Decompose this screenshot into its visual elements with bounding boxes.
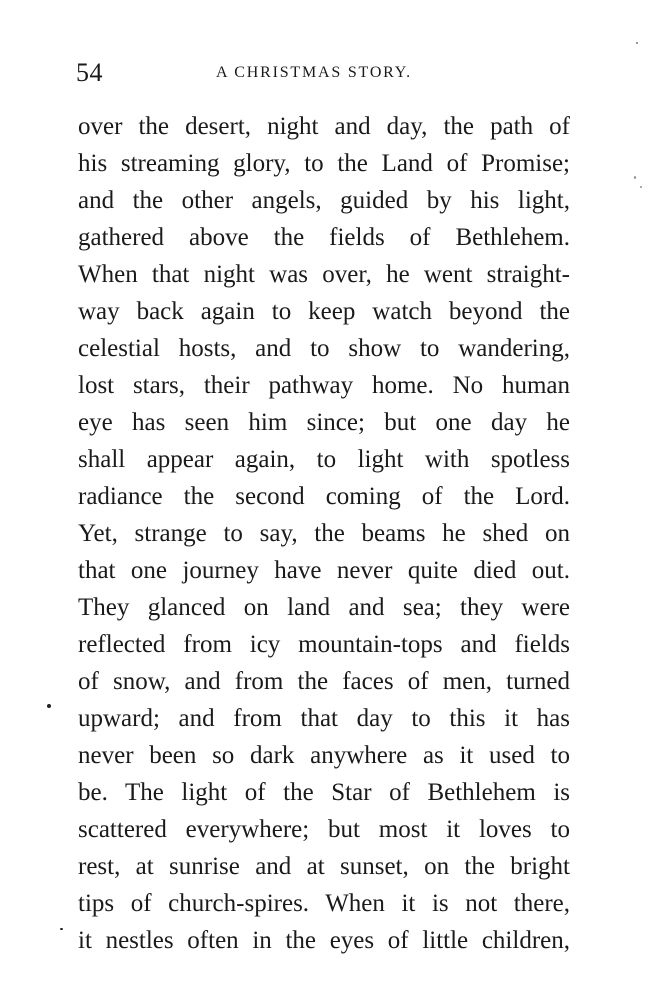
text-line: of snow, and from the faces of men, turned [78, 668, 570, 695]
ink-speck [634, 176, 636, 179]
page-number: 54 [76, 58, 103, 87]
text-line: lost stars, their pathway home. No human [78, 372, 570, 399]
text-line: When that night was over, he went straight- [78, 261, 570, 288]
text-line: over the desert, night and day, the path of [78, 113, 570, 140]
ink-speck [636, 42, 638, 44]
text-line: way back again to keep watch beyond the [78, 298, 570, 325]
text-line: never been so dark anywhere as it used to [78, 742, 570, 769]
text-line: radiance the second coming of the Lord. [78, 483, 570, 510]
text-line: and the other angels, guided by his light, [78, 187, 570, 214]
text-line: eye has seen him since; but one day he [78, 409, 570, 436]
text-line: tips of church-spires. When it is not there, [78, 890, 570, 917]
text-line: it nestles often in the eyes of little children, [78, 927, 570, 954]
ink-speck [60, 928, 63, 930]
running-title: A CHRISTMAS STORY. [216, 64, 412, 81]
running-head [76, 58, 576, 88]
text-line: reflected from icy mountain-tops and fields [78, 631, 570, 658]
text-line: scattered everywhere; but most it loves to [78, 816, 570, 843]
body-text [78, 108, 570, 959]
text-line: upward; and from that day to this it has [78, 705, 570, 732]
text-line: They glanced on land and sea; they were [78, 594, 570, 621]
text-line: gathered above the fields of Bethlehem. [78, 224, 570, 251]
ink-speck [640, 186, 642, 188]
ink-speck [47, 704, 51, 708]
text-line: celestial hosts, and to show to wandering, [78, 335, 570, 362]
text-line: that one journey have never quite died out. [78, 557, 570, 584]
text-line: rest, at sunrise and at sunset, on the bright [78, 853, 570, 880]
text-line: be. The light of the Star of Bethlehem is [78, 779, 570, 806]
text-line: Yet, strange to say, the beams he shed on [78, 520, 570, 547]
text-line: shall appear again, to light with spotless [78, 446, 570, 473]
text-line: his streaming glory, to the Land of Promise; [78, 150, 570, 177]
